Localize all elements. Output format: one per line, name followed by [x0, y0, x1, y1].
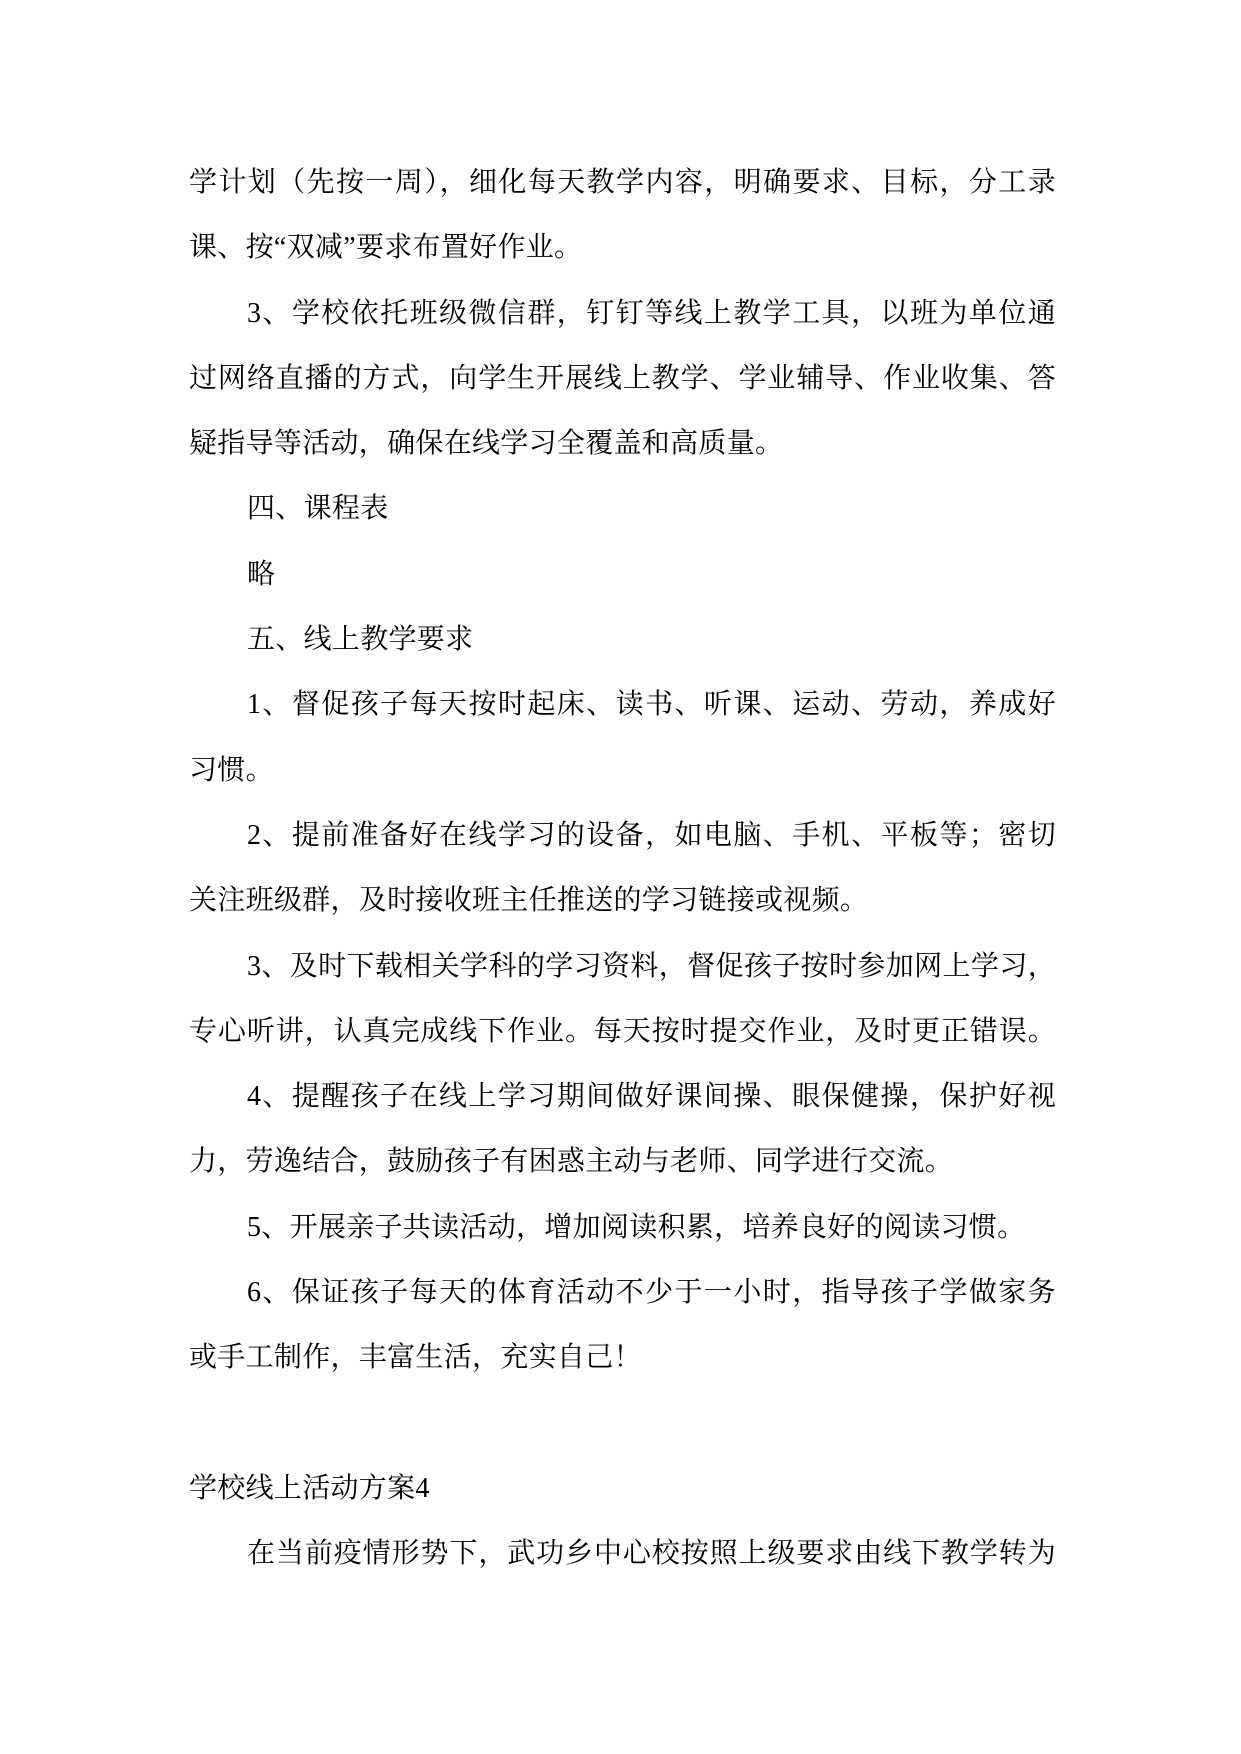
paragraph-line: 或手工制作，丰富生活，充实自己！	[189, 1342, 642, 1374]
paragraph	[189, 1521, 1056, 1586]
paragraph	[189, 542, 1056, 607]
paragraph	[189, 281, 1056, 477]
list-item	[189, 1195, 1056, 1260]
subsection-heading-text: 四、课程表	[247, 493, 389, 525]
paragraph-line: 疑指导等活动，确保在线学习全覆盖和高质量。	[189, 428, 784, 460]
paragraph-line: 关注班级群，及时接收班主任推送的学习链接或视频。	[189, 885, 869, 917]
document-body	[189, 150, 1056, 1587]
previous-section	[189, 150, 1056, 1391]
paragraph-line: 4、提醒孩子在线上学习期间做好课间操、眼保健操，保护好视	[247, 1081, 1056, 1113]
list-item	[189, 934, 1056, 1065]
subsection-heading-text: 五、线上教学要求	[247, 624, 474, 656]
paragraph-line: 专心听讲，认真完成线下作业。每天按时提交作业，及时更正错误。	[189, 1015, 1056, 1047]
paragraph-line: 力，劳逸结合，鼓励孩子有困惑主动与老师、同学进行交流。	[189, 1146, 954, 1178]
subsection-heading	[189, 607, 1056, 672]
paragraph-line: 5、开展亲子共读活动，增加阅读积累，培养良好的阅读习惯。	[247, 1211, 1026, 1243]
subsection-heading	[189, 476, 1056, 541]
list-item	[189, 803, 1056, 934]
paragraph-line: 3、及时下载相关学科的学习资料，督促孩子按时参加网上学习，	[247, 950, 1056, 982]
list-item	[189, 1260, 1056, 1391]
paragraph-line: 3、学校依托班级微信群，钉钉等线上教学工具，以班为单位通	[247, 297, 1056, 329]
next-section	[189, 1456, 1056, 1587]
paragraph	[189, 150, 1056, 281]
paragraph-line: 习惯。	[189, 754, 274, 786]
section-title: 学校线上活动方案4	[189, 1472, 430, 1504]
paragraph-line: 2、提前准备好在线学习的设备，如电脑、手机、平板等；密切	[247, 819, 1056, 851]
paragraph-line: 学计划（先按一周），细化每天教学内容，明确要求、目标，分工录	[189, 167, 1056, 198]
paragraph-line: 1、督促孩子每天按时起床、读书、听课、运动、劳动，养成好	[247, 689, 1056, 721]
list-item	[189, 672, 1056, 803]
paragraph-line: 在当前疫情形势下，武功乡中心校按照上级要求由线下教学转为	[247, 1538, 1056, 1570]
blank-line	[189, 1391, 1056, 1456]
paragraph-line: 课、按“双减”要求布置好作业。	[189, 232, 583, 264]
list-item	[189, 1064, 1056, 1195]
paragraph-line: 略	[247, 558, 276, 590]
paragraph-line: 6、保证孩子每天的体育活动不少于一小时，指导孩子学做家务	[247, 1277, 1056, 1309]
paragraph-line: 过网络直播的方式，向学生开展线上教学、学业辅导、作业收集、答	[189, 362, 1056, 394]
